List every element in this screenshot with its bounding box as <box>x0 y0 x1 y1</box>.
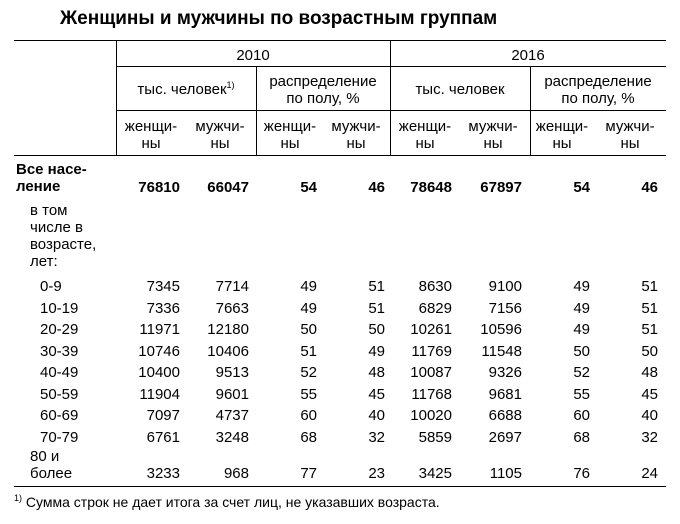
sex-header-line2: ны <box>620 135 640 152</box>
total-row-label <box>16 161 87 195</box>
men-column-header <box>186 118 254 152</box>
total-cell: 66047 <box>207 179 249 196</box>
table-cell: 11768 <box>411 385 452 403</box>
age-group-label: 30-39 <box>40 342 79 360</box>
sex-header-line2: ны <box>552 135 572 152</box>
table-cell: 9601 <box>215 385 249 403</box>
sex-header-line1: женщи- <box>124 118 178 135</box>
table-cell: 5859 <box>418 428 452 446</box>
table-cell: 1105 <box>489 465 522 482</box>
age-group-label: 60-69 <box>40 407 79 424</box>
stub-divider <box>116 40 117 155</box>
table-cell: 11904 <box>139 385 180 403</box>
table-cell: 68 <box>300 428 317 446</box>
age-subheader-line4: лет: <box>30 253 58 270</box>
table-cell: 40 <box>368 407 385 424</box>
table-cell: 11769 <box>411 342 452 360</box>
total-label-line1: Все насе- <box>16 161 87 178</box>
table-cell: 51 <box>641 278 658 295</box>
table-cell: 76 <box>573 465 590 482</box>
table-cell: 49 <box>573 278 590 295</box>
table-cell: 49 <box>573 299 590 317</box>
women-column-header <box>528 118 596 152</box>
table-cell: 11548 <box>481 342 522 360</box>
table-cell: 9513 <box>215 364 249 381</box>
table-cell: 23 <box>368 465 385 482</box>
table-cell: 7336 <box>146 299 180 317</box>
column-divider-3 <box>530 66 531 155</box>
distribution-2010-header <box>256 73 390 107</box>
table-cell: 49 <box>368 342 385 360</box>
table-bottom-rule <box>14 486 666 487</box>
table-cell: 2697 <box>488 428 522 446</box>
table-cell: 10406 <box>207 342 249 360</box>
sex-header-line2: ны <box>346 135 366 152</box>
table-cell: 3425 <box>418 465 452 482</box>
sex-header-line2: ны <box>141 135 161 152</box>
table-cell: 51 <box>368 299 385 317</box>
table-cell: 3233 <box>146 465 180 482</box>
footnote-mark: 1) <box>14 493 23 503</box>
total-cell: 46 <box>368 179 385 196</box>
table-cell: 77 <box>300 465 317 482</box>
table-cell: 60 <box>300 407 317 424</box>
age-group-label: 50-59 <box>40 385 79 403</box>
table-cell: 3248 <box>215 428 249 446</box>
thousand-persons-2016-header: тыс. человек <box>415 81 505 98</box>
table-cell: 10746 <box>138 342 180 360</box>
men-column-header <box>596 118 664 152</box>
distribution-2010-line2: по полу, % <box>286 90 360 107</box>
table-cell: 51 <box>368 278 385 295</box>
age-group-label: 10-19 <box>40 299 79 317</box>
table-cell: 49 <box>300 299 317 317</box>
table-cell: 32 <box>368 428 385 446</box>
table-cell: 7097 <box>146 407 180 424</box>
year-rule <box>116 66 666 67</box>
column-divider-2 <box>390 40 391 155</box>
distribution-2016-header <box>530 73 666 107</box>
thousand-persons-2010-header <box>116 81 256 98</box>
sex-header-line1: женщи- <box>398 118 452 135</box>
sex-header-line1: мужчи- <box>331 118 381 135</box>
sex-header-line2: ны <box>210 135 230 152</box>
table-top-rule <box>14 40 666 41</box>
table-cell: 49 <box>573 321 590 338</box>
women-column-header <box>391 118 459 152</box>
table-cell: 9326 <box>488 364 522 381</box>
table-cell: 9100 <box>488 278 522 295</box>
sex-header-line2: ны <box>483 135 503 152</box>
table-cell: 50 <box>300 321 317 338</box>
table-cell: 6829 <box>418 299 452 317</box>
age-subheader-line2: числе в <box>30 219 83 236</box>
total-cell: 78648 <box>410 179 452 196</box>
table-cell: 11971 <box>139 321 180 338</box>
table-cell: 10087 <box>410 364 452 381</box>
sex-header-line1: мужчи- <box>195 118 245 135</box>
sex-header-line1: женщи- <box>535 118 589 135</box>
age-group-label: 40-49 <box>40 364 79 381</box>
age-subheader-line3: возрасте, <box>30 236 97 253</box>
table-cell: 32 <box>641 428 658 446</box>
table-cell: 40 <box>641 407 658 424</box>
year-2010-header: 2010 <box>236 47 270 64</box>
year-2016-header: 2016 <box>511 47 545 64</box>
women-column-header <box>256 118 324 152</box>
distribution-2016-line2: по полу, % <box>561 90 635 107</box>
table-cell: 45 <box>368 385 385 403</box>
table-cell: 24 <box>641 465 658 482</box>
table-cell: 10596 <box>480 321 522 338</box>
thousand-persons-2010-label: тыс. человек <box>137 81 227 98</box>
table-cell: 4737 <box>215 407 249 424</box>
table-cell: 60 <box>573 407 590 424</box>
table-cell: 52 <box>300 364 317 381</box>
table-cell: 55 <box>573 385 590 403</box>
table-cell: 50 <box>368 321 385 338</box>
table-cell: 51 <box>641 321 658 338</box>
table-cell: 968 <box>223 465 249 482</box>
table-cell: 51 <box>641 299 658 317</box>
table-cell: 10020 <box>410 407 452 424</box>
total-cell: 76810 <box>138 179 180 196</box>
table-cell: 8630 <box>418 278 452 295</box>
age-group-label: 0-9 <box>40 278 62 295</box>
table-cell: 12180 <box>207 321 249 338</box>
age-group-label: 20-29 <box>40 321 79 338</box>
last-row-label <box>30 448 72 482</box>
footnote-text: Сумма строк не дает итога за счет лиц, не указавших возраста. <box>25 494 440 510</box>
total-cell: 54 <box>573 179 590 196</box>
table-title: Женщины и мужчины по возрастным группам <box>60 8 498 29</box>
sex-header-line1: женщи- <box>263 118 317 135</box>
table-cell: 6761 <box>146 428 180 446</box>
sex-header-line2: ны <box>280 135 300 152</box>
table-cell: 55 <box>300 385 317 403</box>
distribution-2010-line1: распределение <box>269 73 377 90</box>
table-cell: 10400 <box>138 364 180 381</box>
table-cell: 51 <box>300 342 317 360</box>
footnote-ref-mark: 1) <box>226 80 235 90</box>
age-subheader <box>30 202 96 270</box>
total-cell: 46 <box>641 179 658 196</box>
footnote <box>14 494 440 510</box>
table-cell: 10261 <box>410 321 452 338</box>
total-label-line2: ление <box>16 178 61 195</box>
table-cell: 68 <box>573 428 590 446</box>
age-group-label: 70-79 <box>40 428 79 446</box>
table-cell: 7345 <box>146 278 180 295</box>
age-subheader-line1: в том <box>30 202 68 219</box>
table-cell: 9681 <box>488 385 522 403</box>
sex-header-line1: мужчи- <box>468 118 518 135</box>
last-row-label-line2: более <box>30 465 73 482</box>
header-bottom-rule <box>14 155 666 156</box>
table-cell: 45 <box>641 385 658 403</box>
sex-header-line1: мужчи- <box>605 118 655 135</box>
last-row-label-line1: 80 и <box>30 448 60 465</box>
table-cell: 48 <box>641 364 658 381</box>
women-column-header <box>117 118 185 152</box>
table-cell: 7663 <box>215 299 249 317</box>
table-cell: 7714 <box>215 278 249 295</box>
table-cell: 50 <box>573 342 590 360</box>
men-column-header <box>322 118 390 152</box>
table-cell: 6688 <box>488 407 522 424</box>
men-column-header <box>459 118 527 152</box>
table-cell: 7156 <box>488 299 522 317</box>
column-divider-1 <box>256 66 257 155</box>
sex-header-line2: ны <box>415 135 435 152</box>
total-cell: 67897 <box>480 179 522 196</box>
table-cell: 50 <box>641 342 658 360</box>
subheader-rule <box>116 110 666 111</box>
table-cell: 48 <box>368 364 385 381</box>
table-cell: 49 <box>300 278 317 295</box>
table-cell: 52 <box>573 364 590 381</box>
distribution-2016-line1: распределение <box>544 73 652 90</box>
total-cell: 54 <box>300 179 317 196</box>
